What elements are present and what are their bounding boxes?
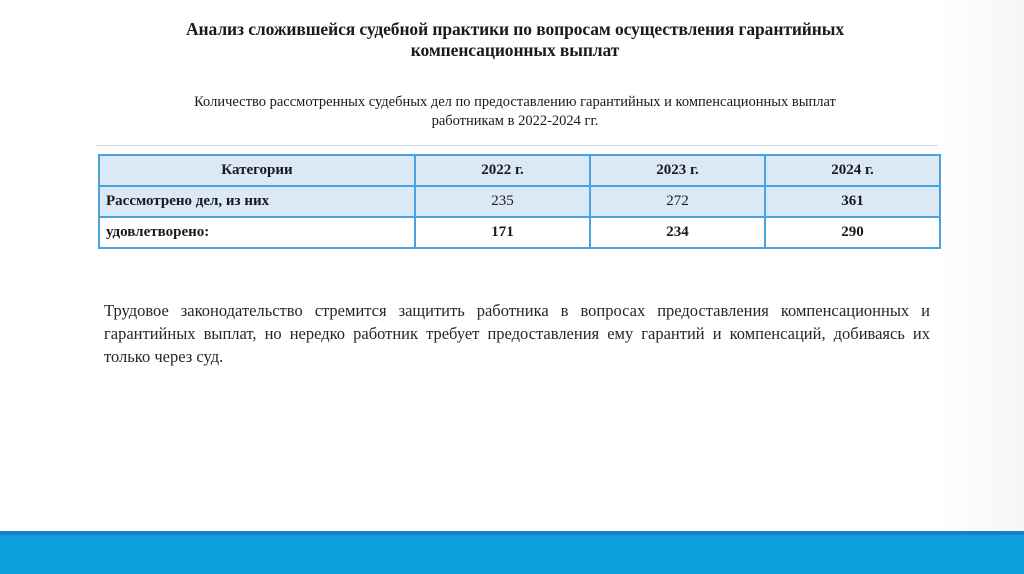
cell-considered-2023: 272: [590, 186, 765, 217]
header-2022: 2022 г.: [415, 155, 590, 186]
cell-satisfied-2022: 171: [415, 217, 590, 248]
slide-title: [90, 19, 940, 61]
row-label-satisfied: удовлетворено:: [99, 217, 415, 248]
right-edge-shade: [934, 0, 1024, 531]
footer-bar: [0, 531, 1024, 574]
footer-stripe: [0, 531, 1024, 535]
body-paragraph: Трудовое законодательство стремится защитить работника в вопросах предоставления компенсационных и гарантийных выплат, но нередко работник требует предоставления ему гарантий и компенсаций, добиваясь их только через суд.: [104, 301, 930, 366]
cell-considered-2024: 361: [765, 186, 940, 217]
cell-considered-2022: 235: [415, 186, 590, 217]
table-row: [99, 186, 940, 217]
header-2024: 2024 г.: [765, 155, 940, 186]
slide-title-line-2: компенсационных выплат: [410, 40, 620, 60]
table-row: [99, 217, 940, 248]
divider: [96, 145, 938, 146]
header-2023: 2023 г.: [590, 155, 765, 186]
cell-satisfied-2023: 234: [590, 217, 765, 248]
table-caption-line-2: работникам в 2022-2024 гг.: [431, 113, 599, 129]
table-caption-line-1: Количество рассмотренных судебных дел по предоставлению гарантийных и компенсационных выплат: [194, 94, 836, 110]
cell-satisfied-2024: 290: [765, 217, 940, 248]
header-categories: Категории: [99, 155, 415, 186]
table-caption: [90, 93, 940, 131]
row-label-considered: Рассмотрено дел, из них: [99, 186, 415, 217]
table-header-row: [99, 155, 940, 186]
slide-title-line-1: Анализ сложившейся судебной практики по вопросам осуществления гарантийных: [186, 19, 844, 39]
court-cases-table: [98, 154, 941, 249]
